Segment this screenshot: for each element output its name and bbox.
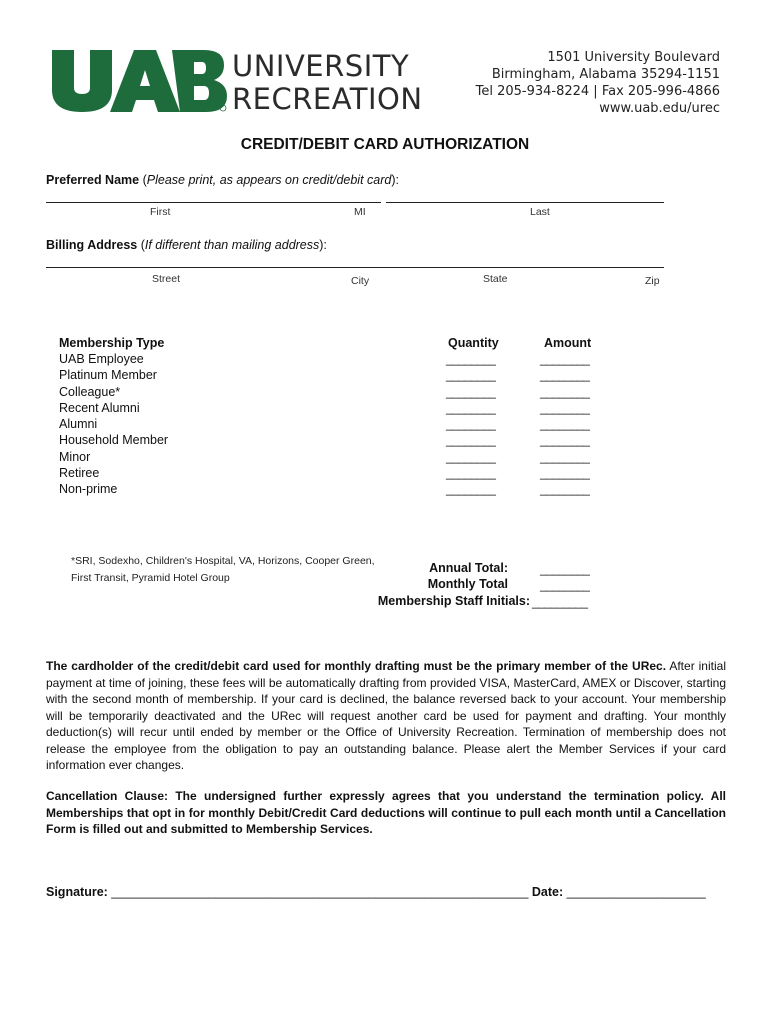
annual-total-label: Annual Total: [429, 561, 508, 575]
amount-column [540, 351, 589, 498]
quantity-field[interactable]: ________ [446, 417, 496, 432]
membership-type-item: Non-prime [59, 482, 118, 497]
form-title: CREDIT/DEBIT CARD AUTHORIZATION [240, 136, 530, 153]
phone-fax: Tel 205-934-8224 | Fax 205-996-4866 [475, 84, 720, 99]
zip-caption: Zip [645, 275, 660, 287]
membership-type-item: Platinum Member [59, 368, 157, 383]
membership-type-item: UAB Employee [59, 352, 144, 366]
brand-line-recreation: RECREATION [232, 82, 423, 116]
quantity-field[interactable]: ________ [446, 449, 496, 464]
staff-initials-label: Membership Staff Initials: [377, 594, 530, 608]
monthly-total-field[interactable]: ________ [540, 578, 590, 592]
footnote-line: *SRI, Sodexho, Children's Hospital, VA, Horizons, Cooper Green, [71, 555, 375, 567]
brand-line-university: UNIVERSITY [232, 49, 410, 83]
annual-total-field[interactable]: ________ [540, 562, 590, 576]
quantity-field[interactable]: ________ [446, 352, 496, 366]
billing-address-field[interactable] [46, 267, 664, 268]
address-line-1: 1501 University Boulevard [547, 50, 720, 65]
membership-type-header: Membership Type [59, 336, 165, 350]
footnote-line: First Transit, Pyramid Hotel Group [71, 571, 230, 584]
membership-type-item: Colleague* [59, 384, 121, 399]
date-label: Date: [531, 885, 564, 899]
signature-row [46, 885, 706, 899]
uab-logo [52, 50, 227, 112]
signature-label: Signature: [46, 885, 108, 899]
preferred-name-label: Preferred Name (Please print, as appears on credit/debit card): [46, 173, 399, 187]
mi-field[interactable] [320, 202, 381, 203]
first-caption: First [150, 206, 171, 218]
quantity-column [446, 351, 495, 498]
website: www.uab.edu/urec [599, 101, 720, 116]
membership-type-item: Recent Alumni [59, 400, 140, 415]
cancellation-clause: Cancellation Clause: The undersigned further expressly agrees that you understand the termination policy. All Memberships that opt in for monthly Debit/Credit Card deductions will continue to pull each month until a Cancellation Form is filled out and submitted to Membership Services. [46, 789, 726, 836]
membership-type-item: Minor [59, 449, 91, 464]
quantity-header: Quantity [448, 336, 499, 350]
mi-caption: MI [354, 206, 366, 218]
staff-initials-field[interactable]: _________ [532, 595, 588, 609]
amount-field[interactable]: ________ [540, 400, 590, 415]
street-caption: Street [152, 273, 181, 285]
state-caption: State [483, 273, 508, 285]
monthly-total-label: Monthly Total [427, 577, 508, 591]
membership-type-item: Retiree [59, 466, 100, 481]
quantity-field[interactable]: ________ [446, 433, 496, 448]
amount-field[interactable]: ________ [540, 384, 590, 399]
signature-field[interactable]: ____________________________________________________________ [111, 885, 529, 899]
membership-type-list [59, 351, 168, 498]
last-name-field[interactable] [386, 202, 664, 203]
amount-field[interactable]: ________ [540, 368, 590, 383]
amount-field[interactable]: ________ [540, 466, 590, 481]
city-caption: City [351, 275, 370, 287]
drafting-terms-paragraph: The cardholder of the credit/debit card used for monthly drafting must be the primary member of the URec. After initial payment at time of joining, these fees will be automatically drafting from provided VISA, MasterCard, AMEX or Discover, starting with the second month of membership. If your card is declined, the balance reversed back to your account. Your membership will be temporarily deactivated and the URec will request another card be used for payment and drafting. Your monthly deduction(s) will recur until ended by member or the Office of University Recreation. Termination of membership does not release the employee from the obligation to pay an outstanding balance. Please alert the Member Services if your card information ever changes. [46, 659, 726, 772]
amount-field[interactable]: ________ [540, 482, 590, 497]
billing-address-label: Billing Address (If different than mailing address): [46, 238, 327, 252]
address-line-2: Birmingham, Alabama 35294-1151 [491, 67, 720, 82]
amount-field[interactable]: ________ [540, 433, 590, 448]
quantity-field[interactable]: ________ [446, 466, 496, 481]
colleague-footnote [71, 553, 375, 586]
date-field[interactable]: ____________________ [566, 885, 706, 899]
quantity-field[interactable]: ________ [446, 384, 496, 399]
membership-type-item: Alumni [59, 417, 98, 432]
membership-type-item: Household Member [59, 433, 169, 448]
amount-field[interactable]: ________ [540, 417, 590, 432]
quantity-field[interactable]: ________ [446, 482, 496, 497]
quantity-field[interactable]: ________ [446, 400, 496, 415]
amount-header: Amount [544, 336, 592, 350]
first-name-field[interactable] [46, 202, 329, 203]
amount-field[interactable]: ________ [540, 352, 590, 366]
amount-field[interactable]: ________ [540, 449, 590, 464]
quantity-field[interactable]: ________ [446, 368, 496, 383]
last-caption: Last [530, 206, 550, 218]
